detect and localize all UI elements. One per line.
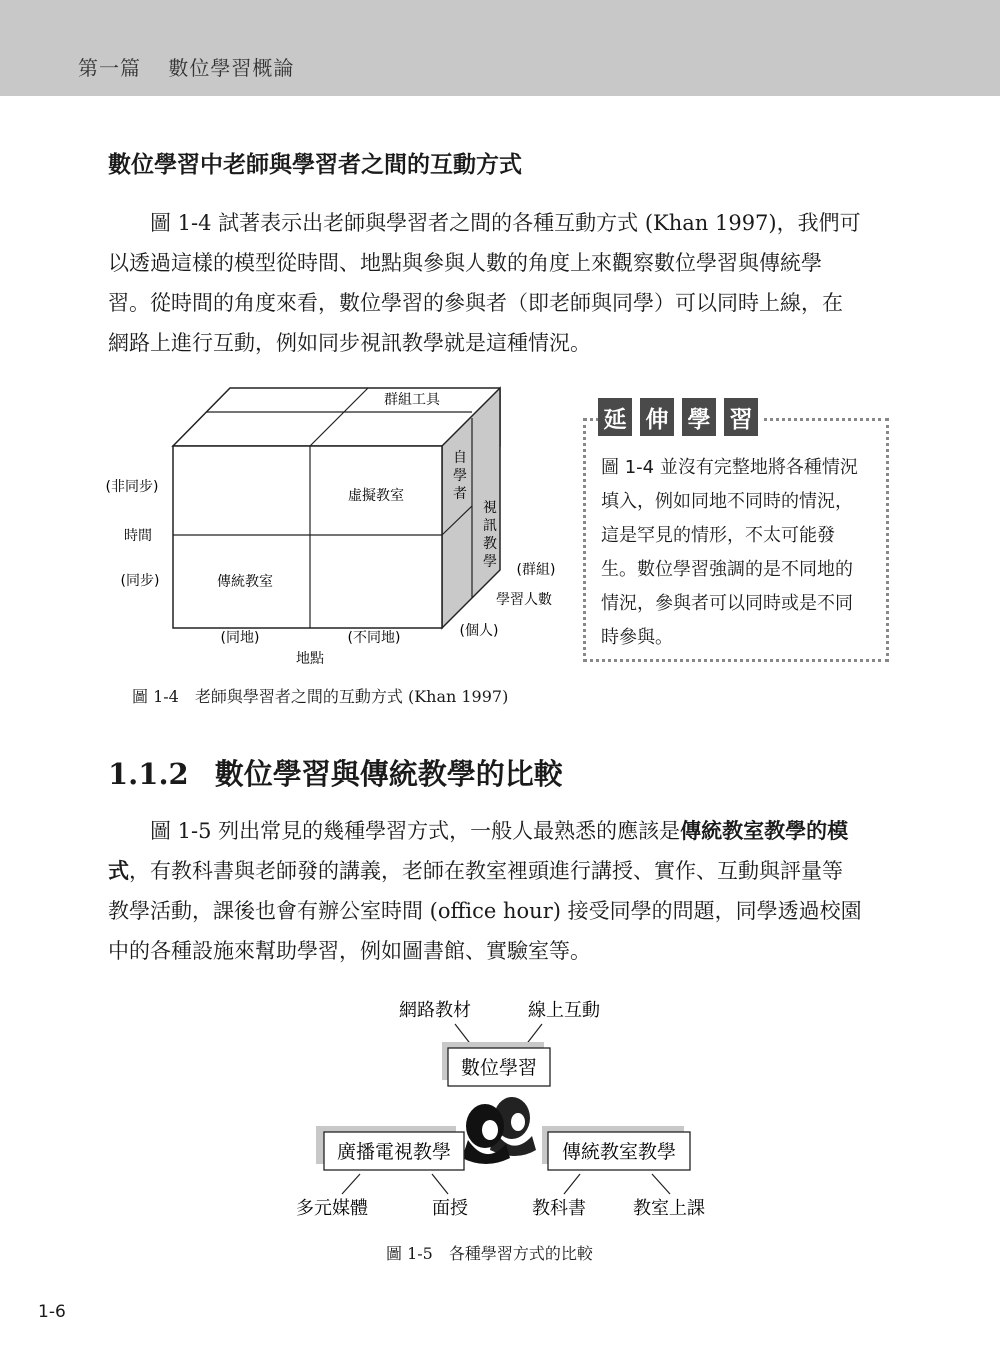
subsection-number: 1.1.2 <box>108 757 189 791</box>
caption-figure-number: 圖 1-4 <box>132 687 179 706</box>
video-teaching-char: 學 <box>483 554 497 570</box>
video-teaching-char: 訊 <box>483 518 497 534</box>
paragraph-line: 網路上進行互動，例如同步視訊教學就是這種情況。 <box>108 331 591 355</box>
extension-line: 時參與。 <box>601 627 673 648</box>
traditional-classroom-label: 傳統教室 <box>217 574 273 590</box>
z-axis-label: 學習人數 <box>496 592 552 608</box>
left-item-label: 多元媒體 <box>296 1198 368 1219</box>
y-axis-async: (非同步) <box>105 479 159 495</box>
group-tools-label: 群組工具 <box>384 392 440 408</box>
z-axis-individual: (個人) <box>459 623 499 639</box>
paragraph-1 <box>108 203 894 363</box>
extension-line: 這是罕見的情形，不太可能發 <box>601 525 835 546</box>
broadcast-teaching-label: 廣播電視教學 <box>336 1141 452 1163</box>
paragraph-line <box>108 811 894 851</box>
y-axis-sync: (同步) <box>120 573 160 589</box>
extension-title-char: 延 <box>598 398 632 436</box>
self-learner-char: 自 <box>453 450 467 466</box>
video-teaching-char: 教 <box>483 536 497 552</box>
caption-figure-number: 圖 1-5 <box>386 1244 433 1263</box>
caption-text: 各種學習方式的比較 <box>448 1244 593 1263</box>
virtual-classroom-label: 虛擬教室 <box>348 488 404 504</box>
paragraph-line: 中的各種設施來幫助學習，例如圖書館、實驗室等。 <box>108 939 591 963</box>
right-item-label: 教科書 <box>532 1198 586 1219</box>
part-title: 數位學習概論 <box>168 56 295 80</box>
section-title: 數位學習中老師與學習者之間的互動方式 <box>108 152 522 178</box>
extension-line: 情況，參與者可以同時或是不同 <box>601 593 853 614</box>
paragraph-line: 圖 1-4 試著表示出老師與學習者之間的各種互動方式 (Khan 1997)，我們可 <box>150 211 861 235</box>
paragraph-line: 習。從時間的角度來看，數位學習的參與者（即老師與同學）可以同時上線，在 <box>108 291 843 315</box>
right-item-label: 教室上課 <box>633 1198 705 1219</box>
digital-learning-label: 數位學習 <box>460 1057 538 1079</box>
extension-line: 圖 1-4 並沒有完整地將各種情況 <box>601 457 858 478</box>
extension-body <box>601 451 877 655</box>
subsection-heading <box>108 752 563 793</box>
people-icon <box>462 1097 536 1164</box>
extension-title-char: 學 <box>682 398 716 436</box>
extension-title-char: 習 <box>724 398 758 436</box>
figure-1-4-caption <box>132 684 508 707</box>
chapter-header-bar <box>0 0 1000 96</box>
chapter-header <box>78 52 314 81</box>
interaction-cube-diagram <box>90 380 570 665</box>
paragraph-line: 以透過這樣的模型從時間、地點與參與人數的角度上來觀察數位學習與傳統學 <box>108 251 822 275</box>
page-number: 1-6 <box>38 1302 66 1322</box>
y-axis-label: 時間 <box>124 528 152 544</box>
z-axis-group: (群組) <box>516 562 556 578</box>
self-learner-char: 者 <box>453 486 467 502</box>
paragraph-line <box>108 851 894 891</box>
part-label: 第一篇 <box>78 56 141 80</box>
extension-line: 生。數位學習強調的是不同地的 <box>601 559 853 580</box>
x-axis-label: 地點 <box>296 651 324 665</box>
center-item-label: 線上互動 <box>528 1000 600 1021</box>
extension-title <box>598 398 764 436</box>
subsection-title: 數位學習與傳統教學的比較 <box>214 757 563 791</box>
learning-modes-diagram <box>280 990 720 1230</box>
emphasis-text: 傳統教室教學的模 <box>680 819 849 843</box>
paragraph-line: 教學活動，課後也會有辦公室時間 (office hour) 接受同學的問題，同學透過校園 <box>108 899 862 923</box>
extension-line: 填入，例如同地不同時的情況， <box>601 491 853 512</box>
video-teaching-char: 視 <box>483 500 497 516</box>
paragraph-text: ，有教科書與老師發的講義，老師在教室裡頭進行講授、實作、互動與評量等 <box>129 859 843 883</box>
center-item-label: 網路教材 <box>399 1000 471 1021</box>
x-axis-same-place: (同地) <box>220 630 260 646</box>
cube-front-face <box>173 446 442 628</box>
x-axis-different-place: (不同地) <box>347 630 401 646</box>
figure-1-5-caption <box>386 1241 593 1264</box>
classroom-teaching-label: 傳統教室教學 <box>561 1141 677 1163</box>
paragraph-text: 圖 1-5 列出常見的幾種學習方式，一般人最熟悉的應該是 <box>150 819 681 843</box>
emphasis-text: 式 <box>108 859 129 883</box>
self-learner-char: 學 <box>453 468 467 484</box>
extension-title-char: 伸 <box>640 398 674 436</box>
caption-text: 老師與學習者之間的互動方式 (Khan 1997) <box>194 687 509 706</box>
paragraph-2 <box>108 811 894 971</box>
left-item-label: 面授 <box>432 1198 468 1219</box>
